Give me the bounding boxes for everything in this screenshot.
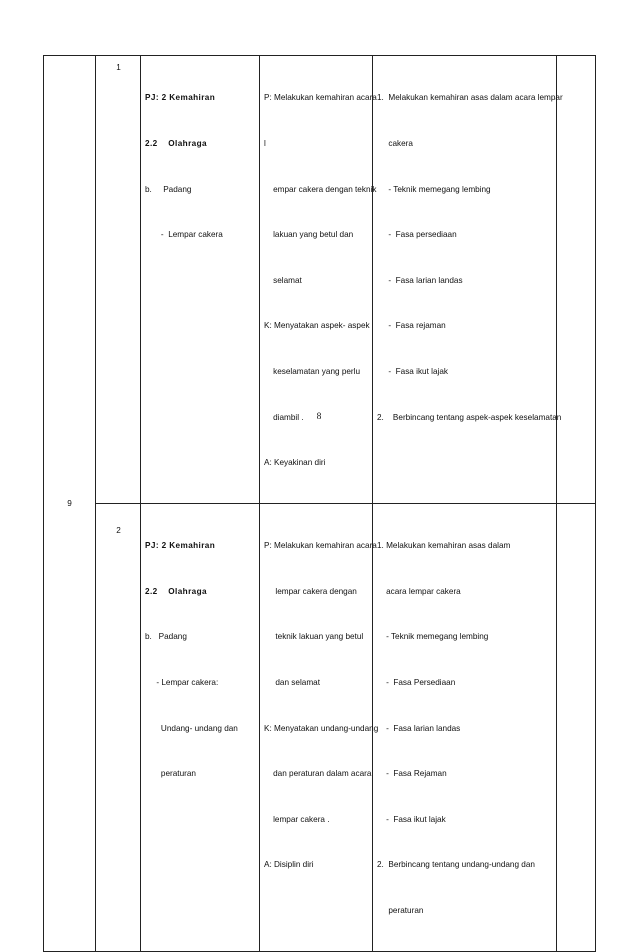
- table-row: [44, 56, 596, 504]
- topic-line: PJ: 2 Kemahiran: [145, 93, 216, 103]
- activities-cell: [373, 56, 563, 504]
- objective-line: lempar cakera dengan: [264, 586, 357, 596]
- topic-line: peraturan: [145, 769, 196, 779]
- topic-line: b. Padang: [145, 184, 192, 194]
- topic-line: - Lempar cakera: [145, 230, 223, 240]
- topic-line: 2.2 Olahraga: [145, 586, 207, 596]
- activity-line: - Fasa rejaman: [377, 321, 446, 331]
- activity-line: - Fasa ikut lajak: [377, 366, 448, 376]
- activity-line: 1. Melakukan kemahiran asas dalam acara lempar: [377, 93, 563, 103]
- objective-line: A: Keyakinan diri: [264, 458, 326, 468]
- objective-line: dan peraturan dalam acara: [264, 769, 372, 779]
- objective-line: dan selamat: [264, 677, 320, 687]
- topic-line: 2.2 Olahraga: [145, 139, 207, 148]
- activity-line: - Fasa Rejaman: [377, 769, 447, 779]
- activity-line: cakera: [377, 139, 413, 148]
- objective-line: K: Menyatakan undang-undang: [264, 723, 379, 733]
- activity-line: - Fasa Persediaan: [377, 677, 456, 687]
- objective-line: empar cakera dengan teknik: [264, 184, 377, 194]
- activity-line: 2. Berbincang tentang aspek-aspek keselamatan: [377, 412, 562, 422]
- activity-line: - Teknik memegang lembing: [377, 632, 489, 642]
- topic-line: PJ: 2 Kemahiran: [145, 541, 216, 551]
- day-cell: [96, 503, 141, 951]
- objective-line: K: Menyatakan aspek- aspek: [264, 321, 370, 331]
- activity-line: acara lempar cakera: [377, 586, 461, 596]
- objective-line: P: Melakukan kemahiran acara: [264, 541, 377, 551]
- objective-line: diambil .: [264, 412, 304, 422]
- activity-line: - Fasa ikut lajak: [377, 814, 446, 824]
- objective-line: P: Melakukan kemahiran acara: [264, 93, 377, 103]
- day-cell: [96, 56, 141, 504]
- objectives-cell: [260, 503, 379, 951]
- table-row: [44, 503, 596, 951]
- activity-line: 2. Berbincang tentang undang-undang dan: [377, 860, 535, 870]
- activity-line: - Teknik memegang lembing: [377, 184, 491, 194]
- activity-line: 1. Melakukan kemahiran asas dalam: [377, 541, 511, 551]
- objective-line: teknik lakuan yang betul: [264, 632, 364, 642]
- lesson-plan-table: [43, 55, 596, 952]
- topic-line: Undang- undang dan: [145, 723, 238, 733]
- day-number: 2: [116, 525, 121, 535]
- activity-line: - Fasa larian landas: [377, 723, 461, 733]
- objective-line: lakuan yang betul dan: [264, 230, 354, 240]
- activity-line: - Fasa persediaan: [377, 230, 457, 240]
- objective-line: lempar cakera .: [264, 814, 330, 824]
- activity-line: - Fasa larian landas: [377, 275, 463, 285]
- topic-cell: [141, 503, 260, 951]
- objective-line: A: Disiplin diri: [264, 860, 314, 870]
- activities-cell: [373, 503, 557, 951]
- objective-line: keselamatan yang perlu: [264, 366, 361, 376]
- topic-line: b. Padang: [145, 632, 187, 642]
- activity-line: peraturan: [377, 905, 424, 915]
- topic-line: - Lempar cakera:: [145, 677, 219, 687]
- objectives-cell: [260, 56, 377, 504]
- objective-line: l: [264, 139, 266, 148]
- week-number: 9: [67, 498, 72, 508]
- topic-cell: [141, 56, 260, 504]
- day-number: 1: [116, 63, 121, 72]
- notes-cell: [557, 503, 596, 951]
- notes-cell: [557, 56, 596, 504]
- page-number: 8: [316, 412, 322, 422]
- objective-line: selamat: [264, 275, 302, 285]
- week-cell: [44, 56, 96, 952]
